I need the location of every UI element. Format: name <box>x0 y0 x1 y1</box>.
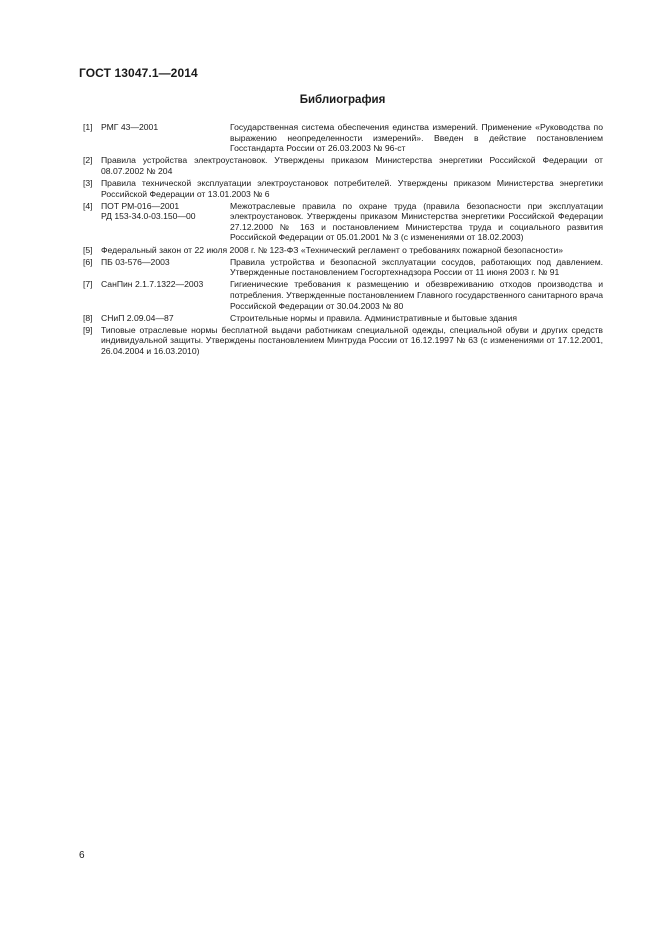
entry-description: Строительные нормы и правила. Административные и бытовые здания <box>230 312 518 323</box>
bibliography-entry <box>83 279 603 311</box>
document-code-header: ГОСТ 13047.1—2014 <box>79 66 198 80</box>
entry-document-codes <box>101 313 230 324</box>
entry-number: [5] <box>83 244 93 255</box>
entry-document-code: СНиП 2.09.04—87 <box>101 312 174 323</box>
bibliography-entry <box>83 155 603 176</box>
entry-number: [3] <box>83 177 93 188</box>
entry-document-code: ПБ 03-576—2003 <box>101 256 170 267</box>
entry-description: Федеральный закон от 22 июля 2008 г. № 123-ФЗ «Технический регламент о требованиях пожарной безопасности» <box>101 244 564 255</box>
entry-description: Правила устройства электроустановок. Утверждены приказом Министерства энергетики Российской Федерации от 08.07.2002 № 204 <box>101 155 603 176</box>
entry-number: [1] <box>83 122 93 132</box>
entry-number: [9] <box>83 324 93 335</box>
bibliography-entry <box>83 245 603 256</box>
bibliography-title: Библиография <box>299 94 386 106</box>
entry-number: [4] <box>83 200 93 211</box>
page-number: 6 <box>79 850 85 861</box>
entry-document-codes <box>101 279 230 311</box>
bibliography-entry <box>83 201 603 243</box>
bibliography-list <box>83 122 603 358</box>
bibliography-entry <box>83 313 603 324</box>
entry-document-codes <box>101 201 230 243</box>
entry-description: Государственная система обеспечения единства измерений. Применение «Руководства по выражению неопределенности измерений». Введен в действие постановлением Госстандарта России от 26.03.2003 № 96-ст <box>230 122 603 154</box>
entry-description: Правила устройства и безопасной эксплуатации сосудов, работающих под давлением. Утвержденные постановлением Госгортехнадзора России от 11 июня 2003 г. № 91 <box>230 256 603 278</box>
entry-description: Гигиенические требования к размещению и обезвреживанию отходов производства и потребления. Утвержденные постановлением Главного государственного санитарного врача Российской Федерации от 30.04.2003 № 80 <box>230 279 603 311</box>
entry-description: Правила технической эксплуатации электроустановок потребителей. Утверждены приказом Министерства энергетики Российской Федерации от 13.01.2003 № 6 <box>101 177 603 199</box>
entry-document-codes <box>101 257 230 278</box>
entry-document-code: ПОТ РМ-016—2001 <box>101 200 180 211</box>
entry-document-code: РД 153-34.0-03.150—00 <box>101 211 196 222</box>
entry-document-code: РМГ 43—2001 <box>101 122 159 132</box>
bibliography-entry <box>83 178 603 199</box>
entry-document-codes <box>101 122 230 154</box>
bibliography-entry <box>83 325 603 357</box>
entry-number: [2] <box>83 155 93 166</box>
bibliography-entry <box>83 122 603 154</box>
entry-number: [8] <box>83 312 93 323</box>
entry-document-code: СанПин 2.1.7.1322—2003 <box>101 279 204 290</box>
entry-description: Типовые отраслевые нормы бесплатной выдачи работникам специальной одежды, специальной обуви и других средств индивидуальной защиты. Утверждены постановлением Минтруда России от 16.12.1997 № 63 (с изменениями от 17.12.2001, 26.04.2004 и 16.03.2010) <box>101 324 603 356</box>
bibliography-entry <box>83 257 603 278</box>
entry-number: [6] <box>83 256 93 267</box>
entry-description: Межотраслевые правила по охране труда (правила безопасности при эксплуатации электроустановок. Утверждены приказом Министерства энергетики Российской Федерации 27.12.2000 № 163 и постановлением Министерства труда и социального развития Российской Федерации от 05.01.2001 № 3 (с изменениями от 18.02.2003) <box>230 200 603 243</box>
entry-number: [7] <box>83 279 93 290</box>
